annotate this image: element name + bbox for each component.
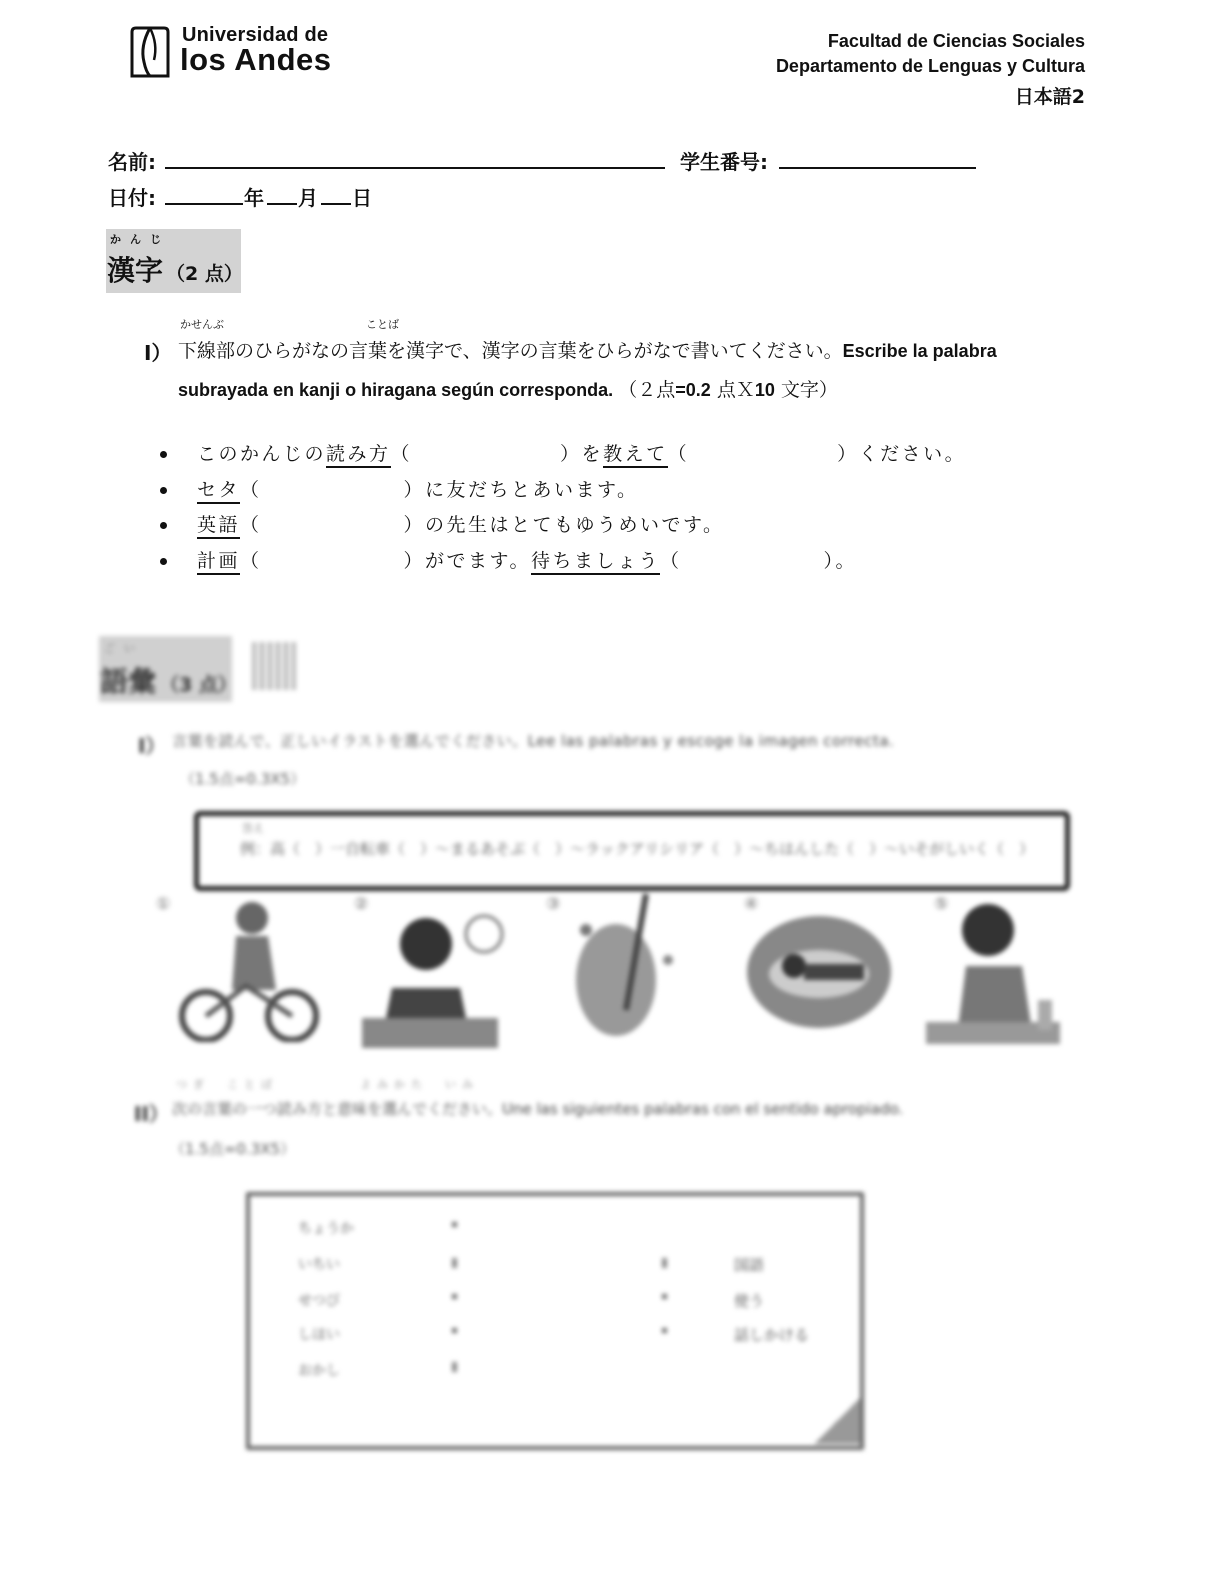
page-curl-icon [814,1398,860,1444]
answer-open: （ [240,479,262,501]
item-text: ）ください。 [837,443,967,465]
picture-5-person [926,900,1060,1044]
vocab-q1-text: 言葉を読んで、正しいイラストを選んでください。Lee las palabras y escoge la imagen correcta. [172,732,895,750]
picture-number: ④ [744,894,759,913]
qr-code-icon [252,642,296,690]
answer-open: （ [660,550,682,572]
underlined-word: 読み方 [326,443,391,468]
answer-open: （ [240,514,262,536]
word-box-text: 例：高（ ）一自転車（ ）～まるあそぶ（ ）～ラックアリシリア（ ）～ちはんした（ ）～いそがしいく（ ） [240,840,1035,858]
section-kanji-ruby: かんじ [110,233,170,246]
match-dot[interactable] [662,1328,667,1333]
name-label: 名前: [108,150,156,174]
scoring-close: 文字） [774,379,838,401]
underlined-word: 教えて [603,443,668,468]
match-left-word: おかし [298,1363,340,1379]
scoring-open: （２点 [618,379,676,401]
vocab-q2-points: （1.5点=0.3X5） [170,1140,296,1158]
underlined-word: 英語 [197,514,240,539]
scoring-pt: 点Ｘ [710,379,755,401]
match-dot[interactable] [452,1362,457,1372]
answer-open: （ [240,550,262,572]
day-label: 日 [352,186,372,210]
scoring-count: 10 [754,380,775,400]
vocab-q1-points: （1.5点=0.3X5） [180,770,306,788]
picture-number: ③ [546,894,561,913]
university-name-line2: los Andes [180,42,332,77]
month-label: 月 [298,186,318,210]
word-box-label: 答え [242,822,264,835]
match-left-word: しほい [298,1327,340,1343]
match-left-word: せつび [298,1293,340,1309]
section-vocabulary-ruby: ごい [104,642,144,655]
picture-4-sleeping [744,912,894,1032]
question-1-text-es-2: subrayada en kanji o hiragana según corresponda. [178,380,614,400]
question-1-number: I） [144,341,172,365]
match-dot[interactable] [452,1294,457,1299]
match-left-word: ちょうか [298,1221,354,1237]
underlined-word: 計画 [197,550,240,575]
item-text: ）がでます。 [403,550,532,572]
picture-3-tennis [556,890,688,1040]
ruby-kasenbu: かせんぶ [180,318,224,331]
section-vocabulary-title: 語彙 [100,665,157,698]
date-label: 日付: [108,186,156,210]
picture-1-cyclist [176,900,322,1042]
answer-open: （ [390,443,413,465]
student-number-label: 学生番号: [680,150,768,174]
item-text: ）を [560,443,604,465]
faculty-name: Facultad de Ciencias Sociales [827,31,1085,51]
picture-number: ① [156,894,171,913]
section-kanji-title: 漢字 [107,254,164,287]
vocab-q2-text: 次の言葉の一つ読み方と意味を選んでください。Une las siguientes palabras con el sentido apropiado. [172,1100,904,1118]
match-dot[interactable] [662,1258,667,1268]
item-text: ）に友だちとあいます。 [403,479,639,501]
picture-2-busy-person [356,908,504,1048]
underlined-word: 待ちましょう [531,550,660,575]
item-text: ）の先生はとてもゆうめいです。 [403,514,725,536]
match-dot[interactable] [452,1222,457,1227]
ruby-kotoba: ことば [366,318,399,331]
course-name: 日本語2 [1014,86,1085,108]
match-right-word: 国語 [734,1256,765,1274]
match-right-word: 使う [734,1292,765,1310]
picture-number: ⑤ [934,894,949,913]
question-1-text-es-1: Escribe la palabra [842,341,997,361]
vocab-q2-ruby-2: よみかた いみ [360,1078,479,1091]
match-left-word: いちい [298,1257,340,1273]
year-label: 年 [244,186,264,210]
university-name-line1: Universidad de [182,24,329,46]
item-text: ）。 [823,550,858,572]
scoring-value: =0.2 [675,380,711,400]
vocab-q1-number: I） [138,734,166,758]
match-dot[interactable] [662,1294,667,1299]
match-dot[interactable] [452,1258,457,1268]
picture-number: ② [354,894,369,913]
match-dot[interactable] [452,1328,457,1333]
section-kanji-points: （2 点） [166,263,243,285]
match-right-word: 話しかける [734,1326,810,1344]
underlined-word: セタ [197,479,240,504]
vocab-q2-number: II） [134,1102,169,1126]
section-vocabulary-points: （3 点） [160,674,237,696]
question-1-text-ja: 下線部のひらがなの言葉を漢字で、漢字の言葉をひらがなで書いてください。 [178,340,843,362]
answer-open: （ [667,443,690,465]
vocab-q2-ruby-1: つぎ ことば [176,1078,278,1091]
department-name: Departamento de Lenguas y Cultura [775,56,1085,76]
item-text: このかんじの [197,443,327,465]
